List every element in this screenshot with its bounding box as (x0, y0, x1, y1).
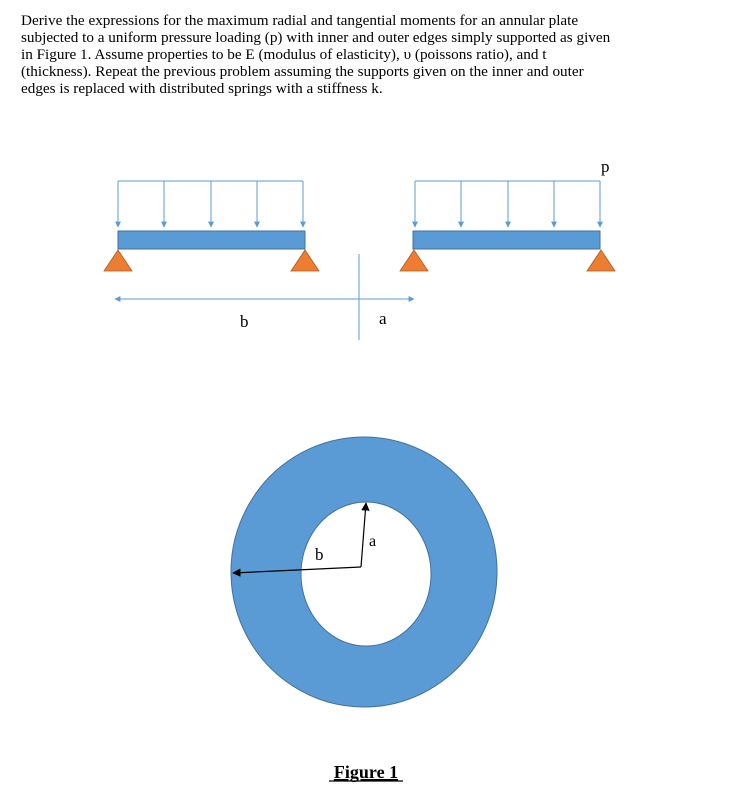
left-plate-section (118, 231, 305, 249)
problem-line: in Figure 1. Assume properties to be E (modulus of elasticity), υ (poissons ratio), and t (21, 46, 547, 63)
support-left-inner (291, 250, 319, 271)
plan-outer-radius-label: b (315, 545, 324, 564)
dimension-b-label: b (240, 312, 249, 331)
problem-line: (thickness). Repeat the previous problem assuming the supports given on the inner and outer (21, 63, 584, 80)
inner-radius-arrow (361, 503, 366, 567)
left-distributed-load (118, 181, 303, 227)
plan-inner-radius-label: a (369, 533, 377, 550)
problem-line: edges is replaced with distributed springs with a stiffness k. (21, 80, 383, 97)
load-label-p: p (601, 157, 610, 176)
support-right-inner (400, 250, 428, 271)
support-right-outer (587, 250, 615, 271)
dimension-a-label: a (379, 309, 387, 328)
right-plate-section (413, 231, 600, 249)
problem-line: subjected to a uniform pressure loading (p) with inner and outer edges simply supported as given (21, 29, 611, 46)
problem-line: Derive the expressions for the maximum radial and tangential moments for an annular plate (21, 12, 579, 29)
figure-caption: Figure 1 (333, 762, 399, 782)
support-left-outer (104, 250, 132, 271)
right-distributed-load (415, 181, 600, 227)
annular-plate (231, 437, 497, 707)
